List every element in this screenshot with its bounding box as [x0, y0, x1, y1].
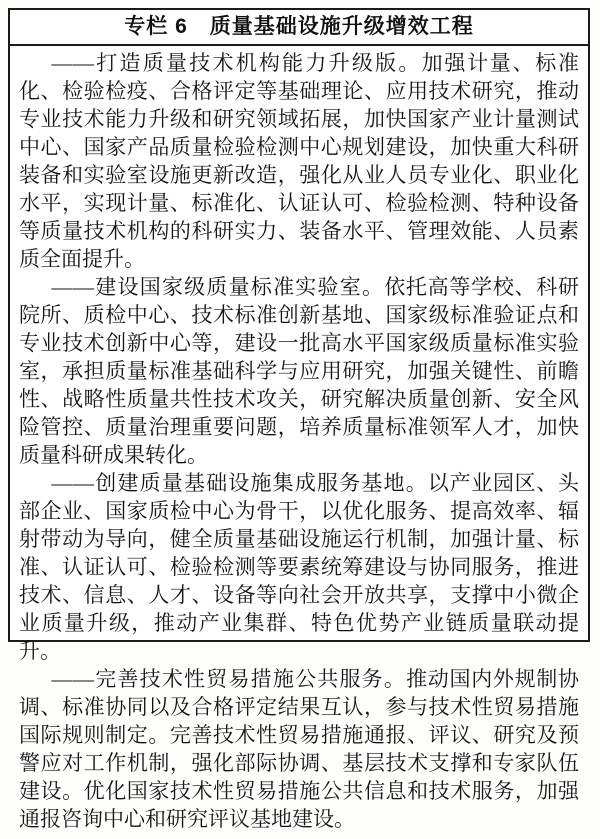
box-body: [10, 46, 588, 839]
paragraph-lead: ——创建质量基础设施集成服务基地。: [51, 471, 428, 495]
paragraph-text: 依托高等学校、科研院所、质检中心、技术标准创新基地、国家级标准验证点和专业技术创新中心等，建设一批高水平国家级质量标准实验室，承担质量标准基础科学与应用研究，加强关键性、前瞻性、战略性质量共性技术攻关，研究解决质量创新、安全风险管控、质量治理重要问题，培养质量标准领军人才，加快质量科研成果转化。: [19, 275, 580, 467]
paragraph-lead: ——打造质量技术机构能力升级版。: [51, 51, 422, 75]
paragraph: [19, 273, 579, 469]
paragraph-lead: ——完善技术性贸易措施公共服务。: [51, 667, 407, 691]
column-box: [8, 8, 590, 831]
paragraph: [19, 469, 579, 665]
paragraph-lead: ——建设国家级质量标准实验室。: [51, 275, 385, 299]
paragraph: [19, 49, 579, 273]
paragraph-text: 加强计量、标准化、检验检疫、合格评定等基础理论、应用技术研究，推动专业技术能力升级和研究领域拓展，加快国家产业计量测试中心、国家产品质量检验检测中心规划建设，加快重大科研装备和实验室设施更新改造，强化从业人员专业化、职业化水平，实现计量、标准化、认证认可、检验检测、特种设备等质量技术机构的科研实力、装备水平、管理效能、人员素质全面提升。: [19, 51, 580, 271]
box-title: 专栏 6 质量基础设施升级增效工程: [10, 10, 588, 46]
paragraph: [19, 665, 579, 833]
paragraph-text: 以产业园区、头部企业、国家质检中心为骨干，以优化服务、提高效率、辐射带动为导向，健全质量基础设施运行机制，加强计量、标准、认证认可、检验检测等要素统筹建设与协同服务，推进技术、信息、人才、设备等向社会开放共享，支撑中小微企业质量升级，推动产业集群、特色优势产业链质量联动提升。: [19, 471, 579, 663]
paragraph-text: 推动国内外规制协调、标准协同以及合格评定结果互认，参与技术性贸易措施国际规则制定。完善技术性贸易措施通报、评议、研究及预警应对工作机制，强化部际协调、基层技术支撑和专家队伍建设。优化国家技术性贸易措施公共信息和技术服务，加强通报咨询中心和研究评议基地建设。: [19, 667, 580, 831]
